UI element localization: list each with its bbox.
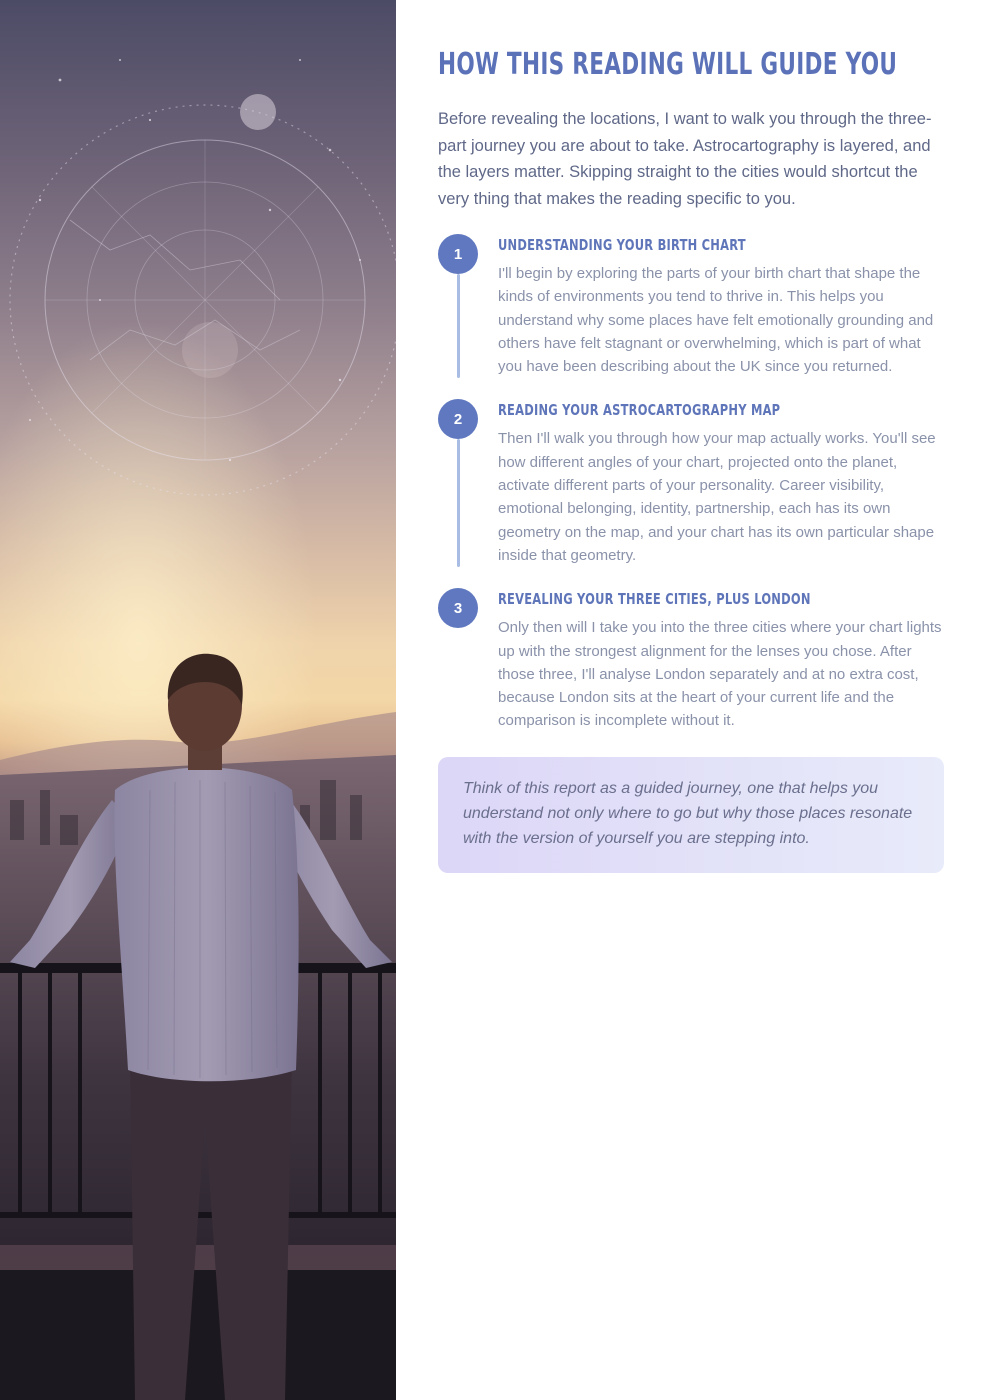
step-title: UNDERSTANDING YOUR BIRTH CHART — [498, 236, 746, 254]
step-3 — [438, 588, 944, 732]
callout-box — [438, 757, 944, 873]
step-number-badge: 1 — [438, 234, 478, 274]
page-title: HOW THIS READING WILL GUIDE YOU — [438, 47, 898, 82]
step-title: REVEALING YOUR THREE CITIES, PLUS LONDON — [498, 590, 811, 609]
step-description: Then I'll walk you through how your map actually works. You'll see how different angles of your chart, projected onto the planet, activate different parts of your personality. Career visibility, emotional belonging, identity, partnership, each has its own geometry on the map, and your chart has its own particular shape inside that geometry. — [498, 430, 936, 564]
step-2 — [438, 399, 944, 567]
step-title: READING YOUR ASTROCARTOGRAPHY MAP — [498, 401, 781, 420]
callout-text: Think of this report as a guided journey, one that helps you understand not only where to go but why those places resonate with the version of yourself you are stepping into. — [463, 779, 913, 847]
intro-paragraph: Before revealing the locations, I want to walk you through the three-part journey you are about to take. Astrocartography is layered, and the layers matter. Skipping straight to the cities would shortcut the very thing that makes the reading specific to you. — [438, 110, 932, 208]
step-number-badge: 2 — [438, 399, 478, 439]
photo-illustration — [0, 0, 396, 1400]
hero-photo — [0, 0, 396, 1400]
content-column — [438, 44, 944, 873]
step-description: Only then will I take you into the three cities where your chart lights up with the strongest alignment for the lenses you chose. After those three, I'll analyse London separately and at no extra cost, because London sits at the heart of your current life and the comparison is incomplete without it. — [498, 619, 942, 730]
steps-timeline — [438, 234, 944, 733]
step-number-badge: 3 — [438, 588, 478, 628]
timeline-connector — [457, 274, 460, 378]
step-description: I'll begin by exploring the parts of your birth chart that shape the kinds of environments you tend to thrive in. This helps you understand why some places have felt emotionally grounding and others have felt stagnant or overwhelming, which is part of what you have been describing about the UK since you returned. — [498, 265, 934, 376]
step-1 — [438, 234, 944, 378]
timeline-connector — [457, 439, 460, 567]
